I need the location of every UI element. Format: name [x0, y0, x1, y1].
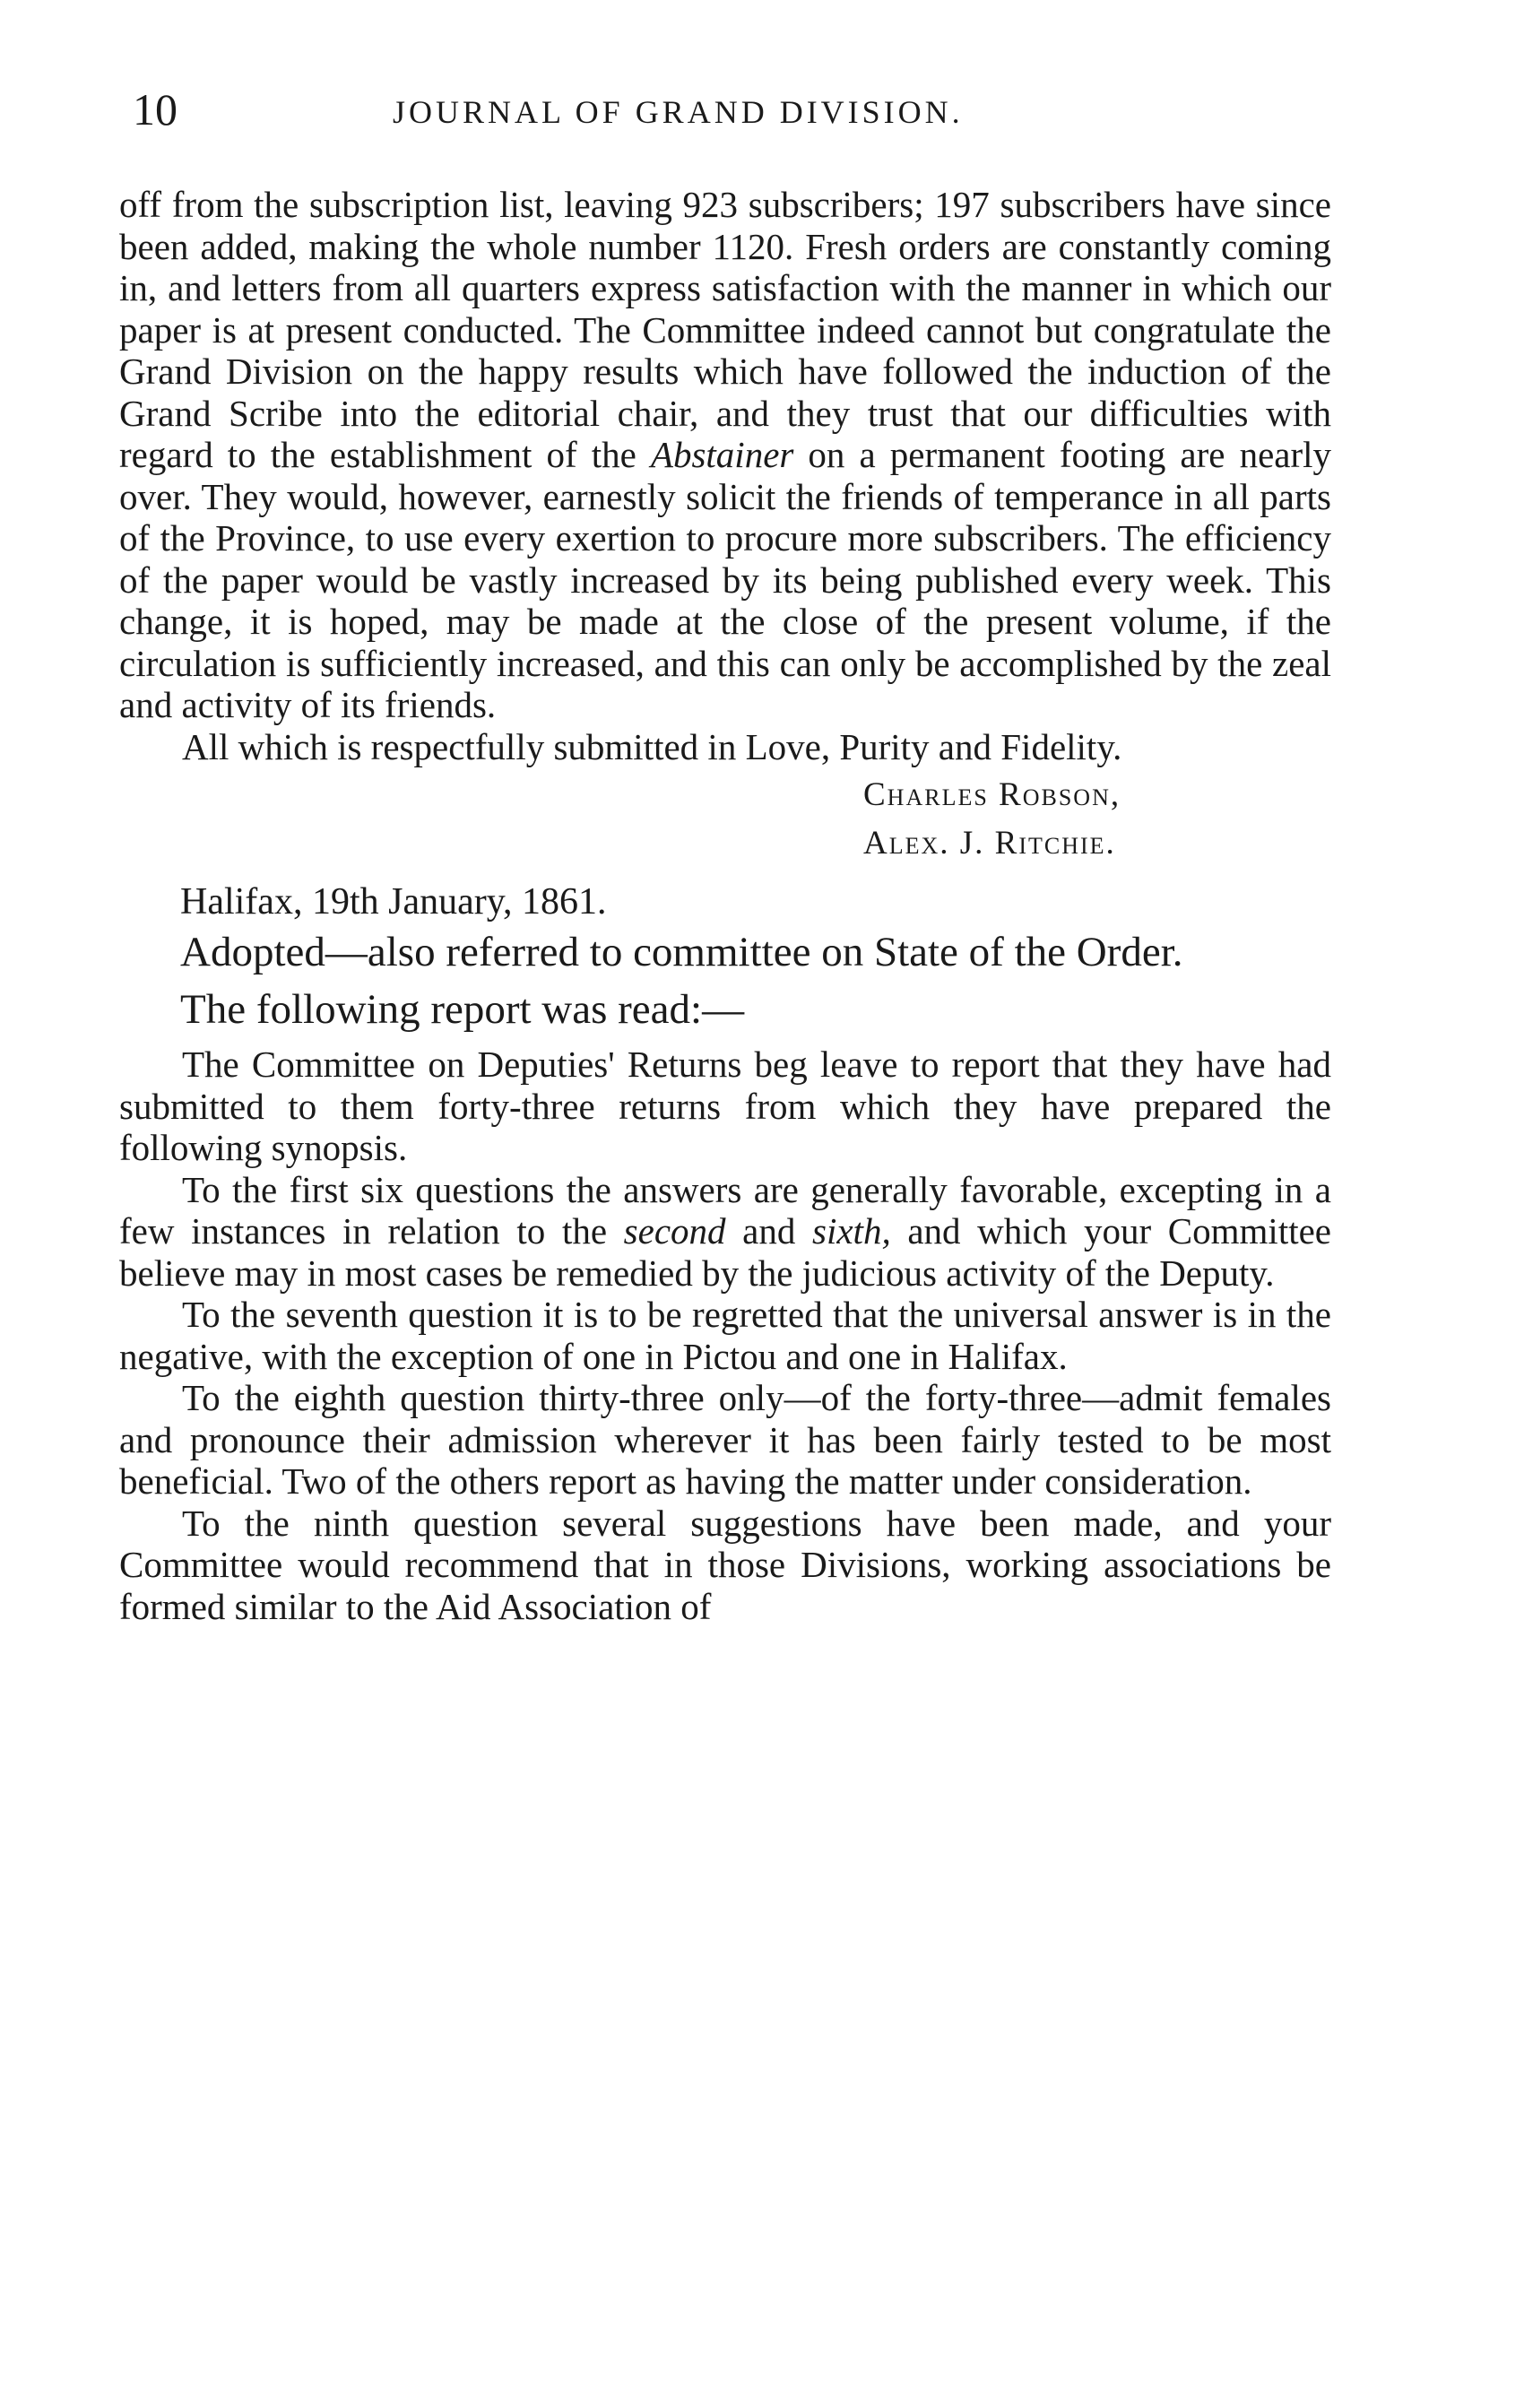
report-intro: The following report was read:—: [180, 986, 745, 1033]
page-body: [119, 184, 1331, 1627]
dateline: Halifax, 19th January, 1861.: [180, 881, 607, 922]
adopted-note: Adopted—also referred to committee on State of the Order.: [180, 929, 1183, 975]
deputies-report-paragraph-2: To the first six questions the answers are generally favorable, excepting in a few instances in relation to the second and sixth, and which your Committee believe may in most cases be remedied by the judicious activity of the Deputy.: [119, 1168, 1332, 1294]
submission-paragraph: All which is respectfully submitted in Love, Purity and Fidelity.: [182, 725, 1122, 767]
page-number: 10: [133, 84, 178, 134]
signature-block: [119, 771, 1331, 868]
deputies-report-paragraph-1: The Committee on Deputies' Returns beg leave to report that they have had submitted to them forty-three returns from which they have prepared the following synopsis.: [119, 1044, 1331, 1168]
signatory-robson: Charles Robson,: [863, 776, 1121, 813]
deputies-report-paragraph-3: To the seventh question it is to be regretted that the universal answer is in the negative, with the exception of one in Pictou and one in Halifax.: [119, 1294, 1331, 1377]
page-header: [133, 82, 1334, 145]
deputies-report-paragraph-4: To the eighth question thirty-three only—of the forty-three—admit females and pronounce their admission wherever it has been fairly tested to be most beneficial. Two of the others report as having the matter under consideration.: [119, 1377, 1331, 1502]
running-title: JOURNAL OF GRAND DIVISION.: [393, 94, 964, 130]
abstainer-title: Abstainer: [650, 434, 794, 475]
signatory-ritchie: Alex. J. Ritchie.: [863, 825, 1116, 862]
report-paragraph-subscribers: off from the subscription list, leaving 923 subscribers; 197 subscribers have since been added, making the whole number 1120. Fresh orders are constantly coming in, and letters from all quarters express satisfaction with the manner in which our paper is at present conducted. The Committee indeed cannot but congratulate the Grand Division on the happy results which have followed the induction of the Grand Scribe into the editorial chair, and they trust that our difficulties with regard to the establishment of the Abstainer on a permanent footing are nearly over. They would, however, earnestly solicit the friends of temperance in all parts of the Province, to use every exertion to procure more subscribers. The efficiency of the paper would be vastly increased by its being published every week. This change, it is hoped, may be made at the close of the present volume, if the circulation is sufficiently increased, and this can only be accomplished by the zeal and activity of its friends.: [119, 184, 1332, 725]
deputies-report-paragraph-5: To the ninth question several suggestions have been made, and your Committee would recommend that in those Divisions, working associations be formed similar to the Aid Association of: [119, 1502, 1331, 1627]
